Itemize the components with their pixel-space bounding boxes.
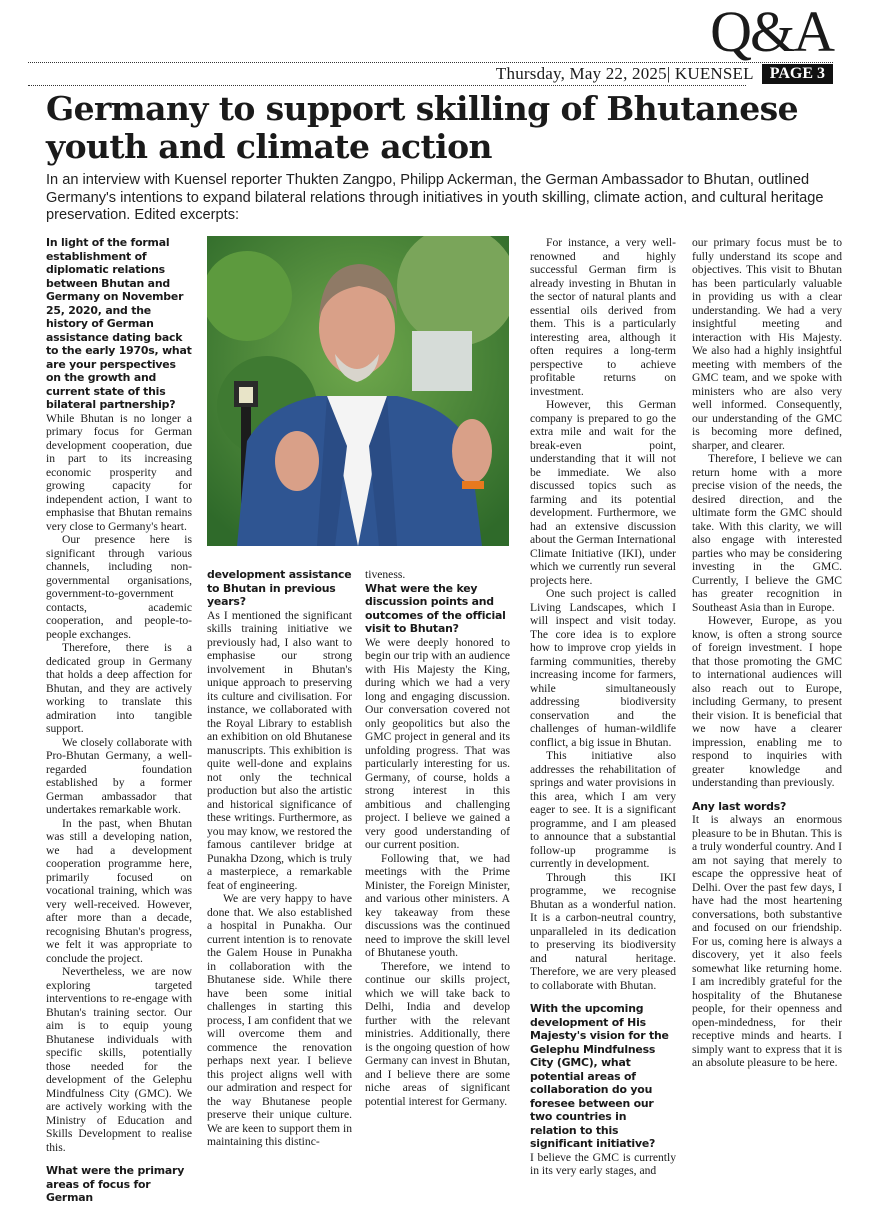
answer-paragraph: As I mentioned the significant skills training initiative we previously had, I also want to emphasise our strong involvement in Bhutan's unique approach to preserving its culture and civilisation. For instance, we collaborated with the Royal Library to establish an exhibition on old Bhutanese manuscripts. This exhibition is quite well-done and explains not only the technical production but also the artistic and historical significance of these writings. Furthermore, as you may know, we restored the famous cantilever bridge at Punakha Dzong, which is truly a masterpiece, a remarkable feat of engineering. (207, 608, 352, 892)
issue-date: Thursday, May 22, 2025| KUENSEL (495, 64, 754, 83)
answer-paragraph: Therefore, we intend to continue our skills project, which we will take back to Delhi, India and develop further with the relevant ministries. Additionally, there is the ongoing question of how Germany can invest in Bhutan, and I believe there are some niche areas of significant potential interest for Germany. (365, 959, 510, 1108)
answer-paragraph: Through this IKI programme, we recognise Bhutan as a wonderful nation. It is a carbon-neutral country, unparalleled in its dedication to preserving its biodiversity and natural heritage. Therefore, we are very pleased to collaborate with Bhutan. (530, 870, 676, 992)
spacer (46, 1154, 192, 1164)
question-2-start: What were the primary areas of focus for German (46, 1164, 185, 1204)
answer-paragraph: It is always an enormous pleasure to be in Bhutan. This is a truly wonderful country. And I am not saying that merely to escape the oppressive heat of Delhi. Over the past few days, I have had the most heartening conversations, both substantive and focused on our friendship. For us, coming here is always a discovery, yet it also feels somewhat like returning home. I am incredibly grateful for the hospitality of the Bhutanese people, for their openness and open-mindedness, for their receptive minds and hearts. I simply want to express that it is an absolute pleasure to be here. (692, 813, 842, 1069)
question-1: In light of the formal establishment of diplomatic relations between Bhutan and Germany on November 25, 2020, and the history of German assistance dating back to the early 1970s, what are your perspectives on the growth and current state of this bilateral partnership? (46, 236, 192, 411)
answer-paragraph: While Bhutan is no longer a primary focus for German development cooperation, due in part to its increasing economic prosperity and growing capacity for independent action, I want to emphasise that Bhutan remains very close to Germany's heart. (46, 411, 192, 533)
answer-paragraph: We were deeply honored to begin our trip with an audience with His Majesty the King, during which we had a very long and engaging discussion. Our conversation covered not only geopolitics but also the GMC project in general and its unfolding progress. That was particularly interesting for us. Germany, of course, holds a strong interest in this ambitious and challenging project. I believe we gained a very good understanding of our current position. (365, 635, 510, 851)
ambassador-photo (207, 236, 509, 546)
page-number-badge: PAGE 3 (762, 64, 833, 84)
answer-paragraph: Nevertheless, we are now exploring targeted interventions to re-engage with Bhutan's training sector. Our aim is to equip young Bhutanese individuals with specific skills, potentially those needed for the development of the Gelephu Mindfulness City (GMC). We are actively working with the Ministry of Education and Skills Development to realise this. (46, 965, 192, 1154)
column-4 (530, 236, 676, 1178)
headline: Germany to support skilling of Bhutanese youth and climate action (46, 89, 799, 166)
answer-paragraph: our primary focus must be to fully understand its scope and objectives. This visit to Bhutan has been particularly valuable in providing us with a clear understanding. We had a very insightful meeting and interaction with His Majesty. We also had a highly insightful meeting with members of the GMC team, and we spoke with ministers who are also very well informed. Consequently, our understanding of the GMC is becoming more defined, sharper, and clearer. (692, 236, 842, 452)
top-rule (28, 62, 833, 63)
column-5 (692, 236, 842, 1070)
answer-paragraph: However, Europe, as you know, is often a strong source of foreign investment. I hope that those promoting the GMC to international audiences will also reach out to Europe, including Germany, to present their vision. It is beneficial that we now have a clearer impression, enabling me to respond to inquiries with greater knowledge and understanding than previously. (692, 614, 842, 789)
answer-paragraph: I believe the GMC is currently in its very early stages, and (530, 1150, 676, 1177)
spacer (692, 790, 842, 800)
answer-paragraph: tiveness. (365, 568, 406, 581)
column-1 (46, 236, 192, 1205)
answer-paragraph: We closely collaborate with Pro-Bhutan Germany, a well-regarded foundation established by a former German ambassador that undertakes remarkable work. (46, 735, 192, 816)
column-3 (365, 568, 510, 1108)
spacer (530, 992, 676, 1002)
question-2-end: development assistance to Bhutan in previous years? (207, 568, 352, 608)
answer-paragraph: Therefore, there is a dedicated group in Germany that holds a deep affection for Bhutan, and they are actively working to translate this admiration into tangible support. (46, 641, 192, 735)
question-3: What were the key discussion points and outcomes of the official visit to Bhutan? (365, 581, 506, 635)
answer-paragraph: One such project is called Living Landscapes, which I will inspect and visit today. The core idea is to explore how to improve crop yields in farming communities, thereby increasing income for farmers, while simultaneously addressing biodiversity conservation and the challenges of human-wildlife conflict, a big issue in Bhutan. (530, 587, 676, 749)
standfirst: In an interview with Kuensel reporter Thukten Zangpo, Philipp Ackerman, the German Ambassador to Bhutan, outlined Germany's intentions to expand bilateral relations through initiatives in youth skilling, climate action, and cultural heritage preservation. Edited excerpts: (46, 172, 824, 223)
answer-paragraph: Our presence here is significant through various channels, including non-governmental organisations, government-to-government contacts, academic cooperation, and people-to-people exchanges. (46, 533, 192, 641)
answer-paragraph: Following that, we had meetings with the Prime Minister, the Foreign Minister, and various other ministers. A key takeaway from these discussions was the continued need to improve the skill level of Bhutanese youth. (365, 851, 510, 959)
answer-paragraph: Therefore, I believe we can return home with a more precise vision of the needs, the desired direction, and the ultimate form the GMC should take. With this clarity, we will also engage with interested parties who may be considering investing in the GMC. Currently, I believe the GMC has greater recognition in Southeast Asia than in Europe. (692, 452, 842, 614)
answer-paragraph: In the past, when Bhutan was still a developing nation, we had a development cooperation programme here, primarily focused on vocational training, which was very well-received. However, after more than a decade, recognising Bhutan's progress, we felt it was appropriate to conclude the project. (46, 816, 192, 965)
bottom-rule (28, 85, 746, 86)
question-5: Any last words? (692, 799, 787, 813)
question-4: With the upcoming development of His Majesty's vision for the Gelephu Mindfulness City (GMC), what potential areas of collaboration do you foresee between our two countries in relation to this significant initiative? (530, 1002, 669, 1150)
dateline (496, 64, 833, 84)
column-2 (207, 568, 352, 1149)
answer-paragraph: We are very happy to have done that. We also established a hospital in Punakha. Our current intention is to renovate the Galem House in Punakha in collaboration with the Bhutanese side. While there have been some initial challenges in starting this process, I am confident that we will overcome them and commence the renovation perhaps next year. I believe this project aligns well with our admiration and respect for the way Bhutanese people preserve their unique culture. We are keen to support them in maintaining this distinc- (207, 892, 352, 1148)
section-logo: Q&A (710, 0, 833, 64)
answer-paragraph: This initiative also addresses the rehabilitation of springs and water provisions in this area, which I am very eager to see. It is a significant programme, and I am pleased to announce that a substantial follow-up programme is currently in development. (530, 749, 676, 870)
answer-paragraph: For instance, a very well-renowned and highly successful German firm is already investing in Bhutan in the sector of natural plants and essential oils derived from them. This is a particularly interesting area, although it often requires a long-term perspective to achieve profitable returns on investment. (530, 236, 676, 398)
answer-paragraph: However, this German company is prepared to go the extra mile and wait for the break-even point, understanding that it will not be immediate. We also discussed topics such as farming and its potential development. Furthermore, we had an extensive discussion about the German International Climate Initiative (IKI), under which we currently run several projects here. (530, 398, 676, 587)
